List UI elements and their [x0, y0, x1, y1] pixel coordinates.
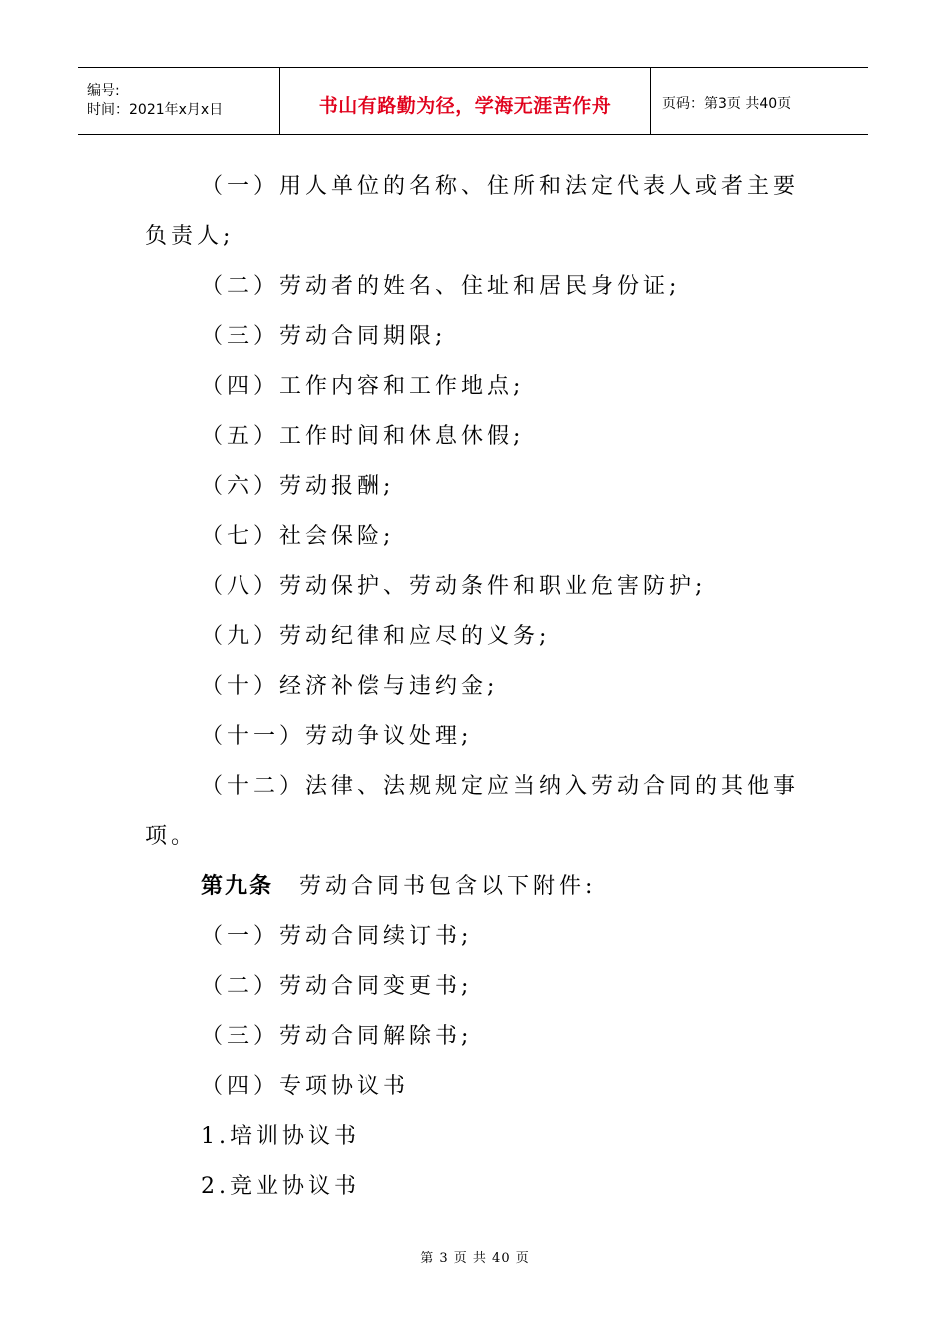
clause-line: （七）社会保险;	[201, 524, 395, 549]
clause-line: （十二）法律、法规规定应当纳入劳动合同的其他事	[201, 774, 800, 799]
clause-line: （三）劳动合同期限;	[201, 324, 447, 349]
clause-line: （一）用人单位的名称、住所和法定代表人或者主要	[201, 174, 800, 199]
attachment-subitem: 2.竞业协议书	[201, 1174, 360, 1199]
attachment-subitem: 1.培训协议书	[201, 1124, 360, 1149]
page-footer: 第 3 页 共 40 页	[420, 1251, 530, 1266]
clause-line: 项。	[145, 824, 198, 849]
header-page-info: 页码：第3页 共40页	[662, 96, 792, 112]
clause-line: （十）经济补偿与违约金;	[201, 674, 499, 699]
clause-line: （六）劳动报酬;	[201, 474, 395, 499]
clause-line: （十一）劳动争议处理;	[201, 724, 473, 749]
serial-number-label: 编号:	[87, 83, 120, 99]
header-page-info-cell	[651, 68, 868, 134]
clause-line: （四）工作内容和工作地点;	[201, 374, 525, 399]
page-header	[78, 67, 868, 135]
attachment-item: （二）劳动合同变更书;	[201, 974, 473, 999]
clause-line: （八）劳动保护、劳动条件和职业危害防护;	[201, 574, 707, 599]
attachment-item: （三）劳动合同解除书;	[201, 1024, 473, 1049]
date-label: 时间：2021年x月x日	[87, 102, 224, 118]
document-body	[145, 162, 815, 1212]
attachment-item: （四）专项协议书	[201, 1074, 410, 1099]
article-nine	[145, 862, 815, 912]
clause-line: （九）劳动纪律和应尽的义务;	[201, 624, 551, 649]
header-motto: 书山有路勤为径，学海无涯苦作舟	[318, 94, 612, 117]
clause-line: （二）劳动者的姓名、住址和居民身份证;	[201, 274, 681, 299]
clause-line: 负责人;	[145, 224, 235, 249]
article-number: 第九条	[201, 874, 274, 899]
header-meta	[78, 68, 280, 134]
article-text: 劳动合同书包含以下附件:	[299, 874, 597, 899]
clause-line: （五）工作时间和休息休假;	[201, 424, 525, 449]
header-motto-cell	[280, 68, 651, 134]
attachment-item: （一）劳动合同续订书;	[201, 924, 473, 949]
